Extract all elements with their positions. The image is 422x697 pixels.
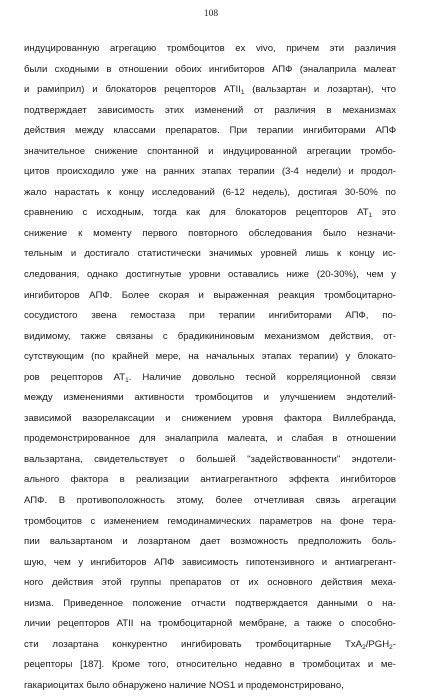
text-line [24,306,396,327]
text-segment: это [372,207,396,219]
text-line [24,676,396,697]
text-line [24,286,396,307]
text-line [24,265,396,286]
text-segment: были сходными в отношении обоих ингибиторов АПФ (эналаприла малеат [24,63,396,75]
text-segment: ального фактора в реализации антиагрегантного эффекта ингибиторов [24,474,396,486]
text-segment: жало нарастать к концу исследований (6-12 недель), достигая 30-50% по [24,186,396,198]
body-text [24,39,396,697]
text-segment: - [392,638,396,650]
text-line [24,553,396,574]
text-line [24,347,396,368]
text-line [24,60,396,81]
text-segment: цитов происходило уже на ранних этапах терапии (3-4 недели) и продол- [24,166,396,178]
text-segment: снижение к моменту первого повторного обследования было незначи- [24,227,396,239]
text-line [24,655,396,676]
text-segment: ного действия этой группы препаратов от их основного действия меха- [24,577,396,589]
text-line [24,532,396,553]
text-segment: видимому, также связаны с брадикининовым механизмом действия, от- [24,330,396,342]
text-line [24,388,396,409]
text-segment: подтверждает зависимость этих изменений от различия в механизмах [24,104,396,116]
text-line [24,244,396,265]
text-line [24,368,396,389]
text-segment: низма. Приведенное положение отчасти подтверждается данными о на- [24,597,396,609]
text-line [24,327,396,348]
text-segment: АПФ. В противоположность этому, более отчетливая связь агрегации [24,495,396,507]
text-segment: между изменениями активности тромбоцитов и улучшением эндотелий- [24,392,396,404]
text-line [24,39,396,60]
text-segment: сравнению с исходным, тогда как для блокаторов рецепторов AT [24,207,369,219]
text-segment: сутствующим (по крайней мере, на начальных этапах терапии) у блокато- [24,351,396,363]
text-line [24,573,396,594]
text-segment: личии рецепторов ATII на тромбоцитарной мембране, а также о способно- [24,618,396,630]
subscript: 2 [389,643,393,651]
text-segment: пии вальзартаном и лозартаном дает возможность предположить боль- [24,536,396,548]
text-segment: вальзартана, свидетельствует о большей "задействованности" эндотели- [24,453,396,465]
text-segment: тромбоцитов с изменением гемодинамических параметров на фоне тера- [24,515,396,527]
text-line [24,470,396,491]
text-segment: гакариоцитах было обнаружено наличие NOS1 и продемонстрировано, [24,679,344,691]
text-segment: рецепторы [187]. Кроме того, относительно недавно в тромбоцитах и ме- [24,659,396,671]
text-line [24,512,396,533]
text-segment: зависимой вазорелаксации и снижением уровня фактора Виллебранда, [24,412,396,424]
text-segment: /PGH [365,638,390,650]
text-segment: ров рецепторов AT [24,371,126,383]
text-segment: следования, однако достигнутые уровни оставались ниже (20-30%), чем у [24,269,396,281]
text-line [24,491,396,512]
text-segment: и рамиприл) и блокаторов рецепторов ATII [24,84,241,96]
text-line [24,409,396,430]
text-line [24,450,396,471]
text-line [24,101,396,122]
text-segment: действия между классами препаратов. При терапии ингибиторами АПФ [24,125,396,137]
text-line [24,142,396,163]
text-line [24,594,396,615]
text-segment: (вальзартан и лозартан), что [244,84,396,96]
text-segment: . Наличие довольно тесной корреляционной связи [128,371,396,383]
text-segment: продемонстрированное для эналаприла малеата, и слабая в отношении [24,433,396,445]
page-number: 108 [203,9,219,19]
text-segment: ингибиторов АПФ. Более скорая и выраженная реакция тромбоцитарно- [24,289,396,301]
text-segment: сосудистого звена гемостаза при терапии ингибиторами АПФ, по- [24,310,396,322]
text-segment: индуцированную агрегацию тромбоцитов ex vivo, причем эти различия [24,43,396,54]
subscript: 1 [240,88,245,96]
text-segment: значительное снижение спонтанной и индуцированной агрегации тромбо- [24,145,396,157]
text-line [24,203,396,224]
subscript: 1 [125,376,129,384]
text-line [24,162,396,183]
text-segment: шую, чем у ингибиторов АПФ зависимость гипотензивного и антиагрегант- [24,556,396,568]
text-line [24,614,396,635]
subscript: 2 [362,643,366,651]
text-line [24,183,396,204]
text-line [24,224,396,245]
text-line [24,121,396,142]
text-line [24,429,396,450]
text-line [24,635,396,656]
text-segment: сти лозартана конкурентно ингибировать тромбоцитарные TxA [24,638,363,650]
text-line [24,80,396,101]
text-segment: тельным и достигало статистически значимых уровней лишь к концу ис- [24,248,396,260]
subscript: 1 [368,212,373,220]
